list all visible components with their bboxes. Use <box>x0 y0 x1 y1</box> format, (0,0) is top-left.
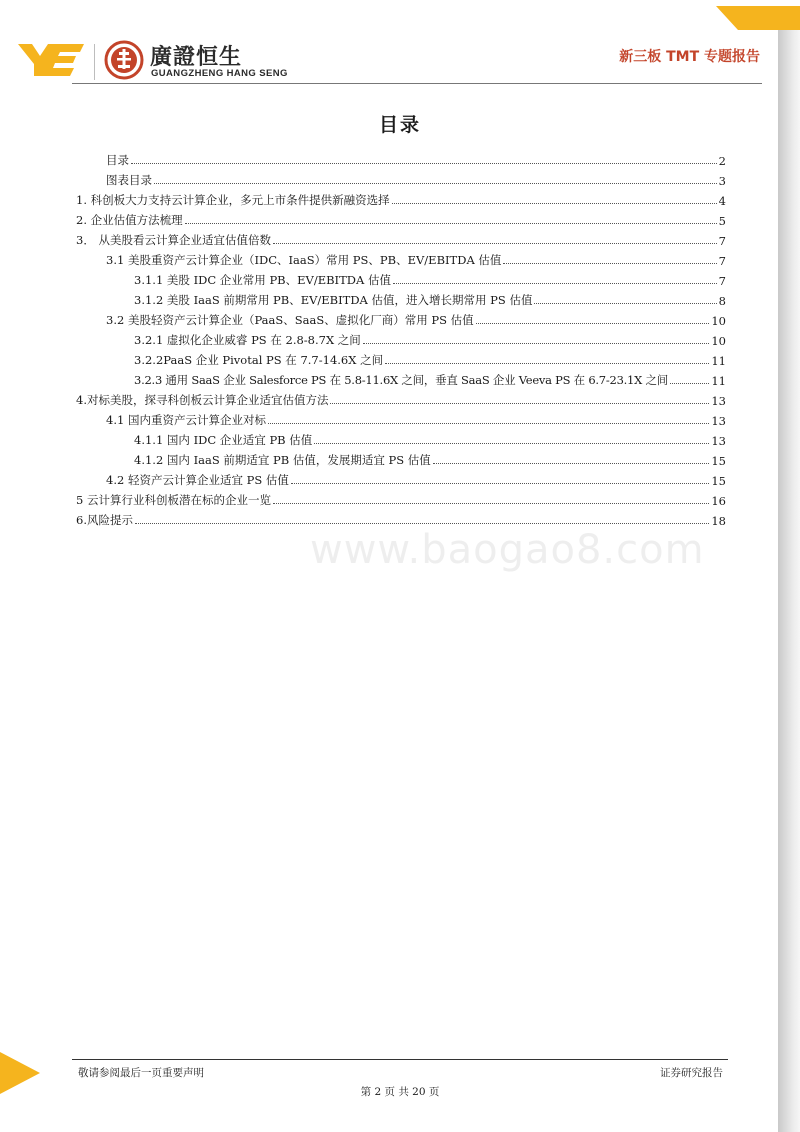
toc-dot-leader <box>433 463 710 464</box>
toc-page-number: 2 <box>718 154 726 168</box>
footer-page-number: 第 2 页 共 20 页 <box>360 1086 440 1098</box>
toc-page-number: 13 <box>711 434 726 448</box>
toc-entry-figure-catalog[interactable] <box>106 168 726 188</box>
toc-label: 6.风险提示 <box>76 513 133 527</box>
toc-entry-section-1[interactable] <box>76 188 726 208</box>
toc-entry-section-4-1-1[interactable] <box>134 428 726 448</box>
toc-dot-leader <box>476 323 710 324</box>
toc-dot-leader <box>185 223 717 224</box>
ye-logo-icon <box>18 42 84 78</box>
toc-page-number: 13 <box>711 394 726 408</box>
toc-entry-section-3-2-2[interactable] <box>134 348 726 368</box>
toc-label: 4.1.2 国内 IaaS 前期适宜 PB 估值，发展期适宜 PS 估值 <box>134 453 431 467</box>
toc-dot-leader <box>273 243 717 244</box>
toc-entry-section-4-2[interactable] <box>106 468 726 488</box>
toc-page-number: 16 <box>711 494 726 508</box>
toc-entry-section-4-1[interactable] <box>106 408 726 428</box>
toc-dot-leader <box>131 163 717 164</box>
logo-english-name: GUANGZHENG HANG SENG <box>151 68 288 79</box>
logo-chinese-name: 廣證恒生 <box>150 45 243 70</box>
toc-label: 3.1.2 美股 IaaS 前期常用 PB、EV/EBITDA 估值，进入增长期常用 PS 估值 <box>134 293 533 307</box>
toc-entry-section-3-2[interactable] <box>106 308 726 328</box>
toc-dot-leader <box>268 423 709 424</box>
toc-label: 4.2 轻资产云计算企业适宜 PS 估值 <box>106 473 289 487</box>
toc-page-number: 11 <box>711 374 726 388</box>
toc-dot-leader <box>385 363 709 364</box>
toc-dot-leader <box>273 503 709 504</box>
toc-entry-section-6[interactable] <box>76 508 726 528</box>
toc-page-number: 4 <box>718 194 726 208</box>
toc-entry-section-3-2-3[interactable] <box>134 368 726 388</box>
toc-page-number: 15 <box>711 454 726 468</box>
page-side-bar <box>778 30 800 1132</box>
toc-page-number: 13 <box>711 414 726 428</box>
toc-label: 1. 科创板大力支持云计算企业，多元上市条件提供新融资选择 <box>76 193 390 207</box>
toc-page-number: 15 <box>711 474 726 488</box>
toc-label: 3． 从美股看云计算企业适宜估值倍数 <box>76 233 271 247</box>
footer-rule <box>72 1059 728 1060</box>
toc-label: 4.1 国内重资产云计算企业对标 <box>106 413 266 427</box>
toc-page-number: 8 <box>718 294 726 308</box>
toc-dot-leader <box>314 443 709 444</box>
toc-dot-leader <box>503 263 716 264</box>
toc-page-number: 7 <box>718 234 726 248</box>
logo-divider <box>94 44 95 80</box>
toc-page-number: 11 <box>711 354 726 368</box>
toc-label: 图表目录 <box>106 173 152 187</box>
footer-report-category: 证券研究报告 <box>660 1067 723 1079</box>
toc-page-number: 5 <box>718 214 726 228</box>
toc-page-number: 7 <box>718 274 726 288</box>
toc-entry-section-4[interactable] <box>76 388 726 408</box>
toc-label: 3.2.1 虚拟化企业威睿 PS 在 2.8-8.7X 之间 <box>134 333 361 347</box>
seal-logo-icon <box>104 40 144 80</box>
toc-entry-catalog[interactable] <box>106 148 726 168</box>
watermark-text: www.baogao8.com <box>310 527 705 573</box>
toc-label: 5 云计算行业科创板潜在标的企业一览 <box>76 493 271 507</box>
toc-dot-leader <box>670 383 709 384</box>
toc-entry-section-2[interactable] <box>76 208 726 228</box>
toc-dot-leader <box>330 403 709 404</box>
toc-title: 目录 <box>378 114 421 136</box>
header-rule <box>72 83 762 84</box>
toc-label: 3.2.2PaaS 企业 Pivotal PS 在 7.7-14.6X 之间 <box>134 353 384 367</box>
toc-label: 3.1.1 美股 IDC 企业常用 PB、EV/EBITDA 估值 <box>134 273 391 287</box>
toc-label: 4.对标美股，探寻科创板云计算企业适宜估值方法 <box>76 393 329 407</box>
footer-disclaimer-note: 敬请参阅最后一页重要声明 <box>78 1067 204 1079</box>
toc-page-number: 10 <box>711 334 726 348</box>
toc-dot-leader <box>534 303 716 304</box>
toc-entry-section-3-1[interactable] <box>106 248 726 268</box>
toc-dot-leader <box>392 203 717 204</box>
toc-label: 2. 企业估值方法梳理 <box>76 213 183 227</box>
toc-entry-section-3[interactable] <box>76 228 726 248</box>
toc-label: 4.1.1 国内 IDC 企业适宜 PB 估值 <box>134 433 313 447</box>
toc-dot-leader <box>154 183 717 184</box>
toc-page-number: 7 <box>718 254 726 268</box>
toc-label: 3.2.3 通用 SaaS 企业 Salesforce PS 在 5.8-11.6X 之间，垂直 SaaS 企业 Veeva PS 在 6.7-23.1X 之间 <box>134 373 668 387</box>
toc-entry-section-5[interactable] <box>76 488 726 508</box>
toc-label: 3.2 美股轻资产云计算企业（PaaS、SaaS、虚拟化厂商）常用 PS 估值 <box>106 313 474 327</box>
toc-page-number: 10 <box>711 314 726 328</box>
toc-page-number: 18 <box>711 514 726 528</box>
toc-page-number: 3 <box>718 174 726 188</box>
toc-entry-section-3-1-2[interactable] <box>134 288 726 308</box>
toc-label: 3.1 美股重资产云计算企业（IDC、IaaS）常用 PS、PB、EV/EBITDA 估值 <box>106 253 502 267</box>
toc-label: 目录 <box>106 153 129 167</box>
toc-entry-section-4-1-2[interactable] <box>134 448 726 468</box>
header-accent-tab <box>716 6 800 30</box>
toc-dot-leader <box>291 483 709 484</box>
toc-dot-leader <box>135 523 709 524</box>
report-type-label: 新三板 TMT 专题报告 <box>619 49 760 65</box>
toc-dot-leader <box>393 283 717 284</box>
toc-dot-leader <box>363 343 710 344</box>
toc-entry-section-3-2-1[interactable] <box>134 328 726 348</box>
toc-entry-section-3-1-1[interactable] <box>134 268 726 288</box>
